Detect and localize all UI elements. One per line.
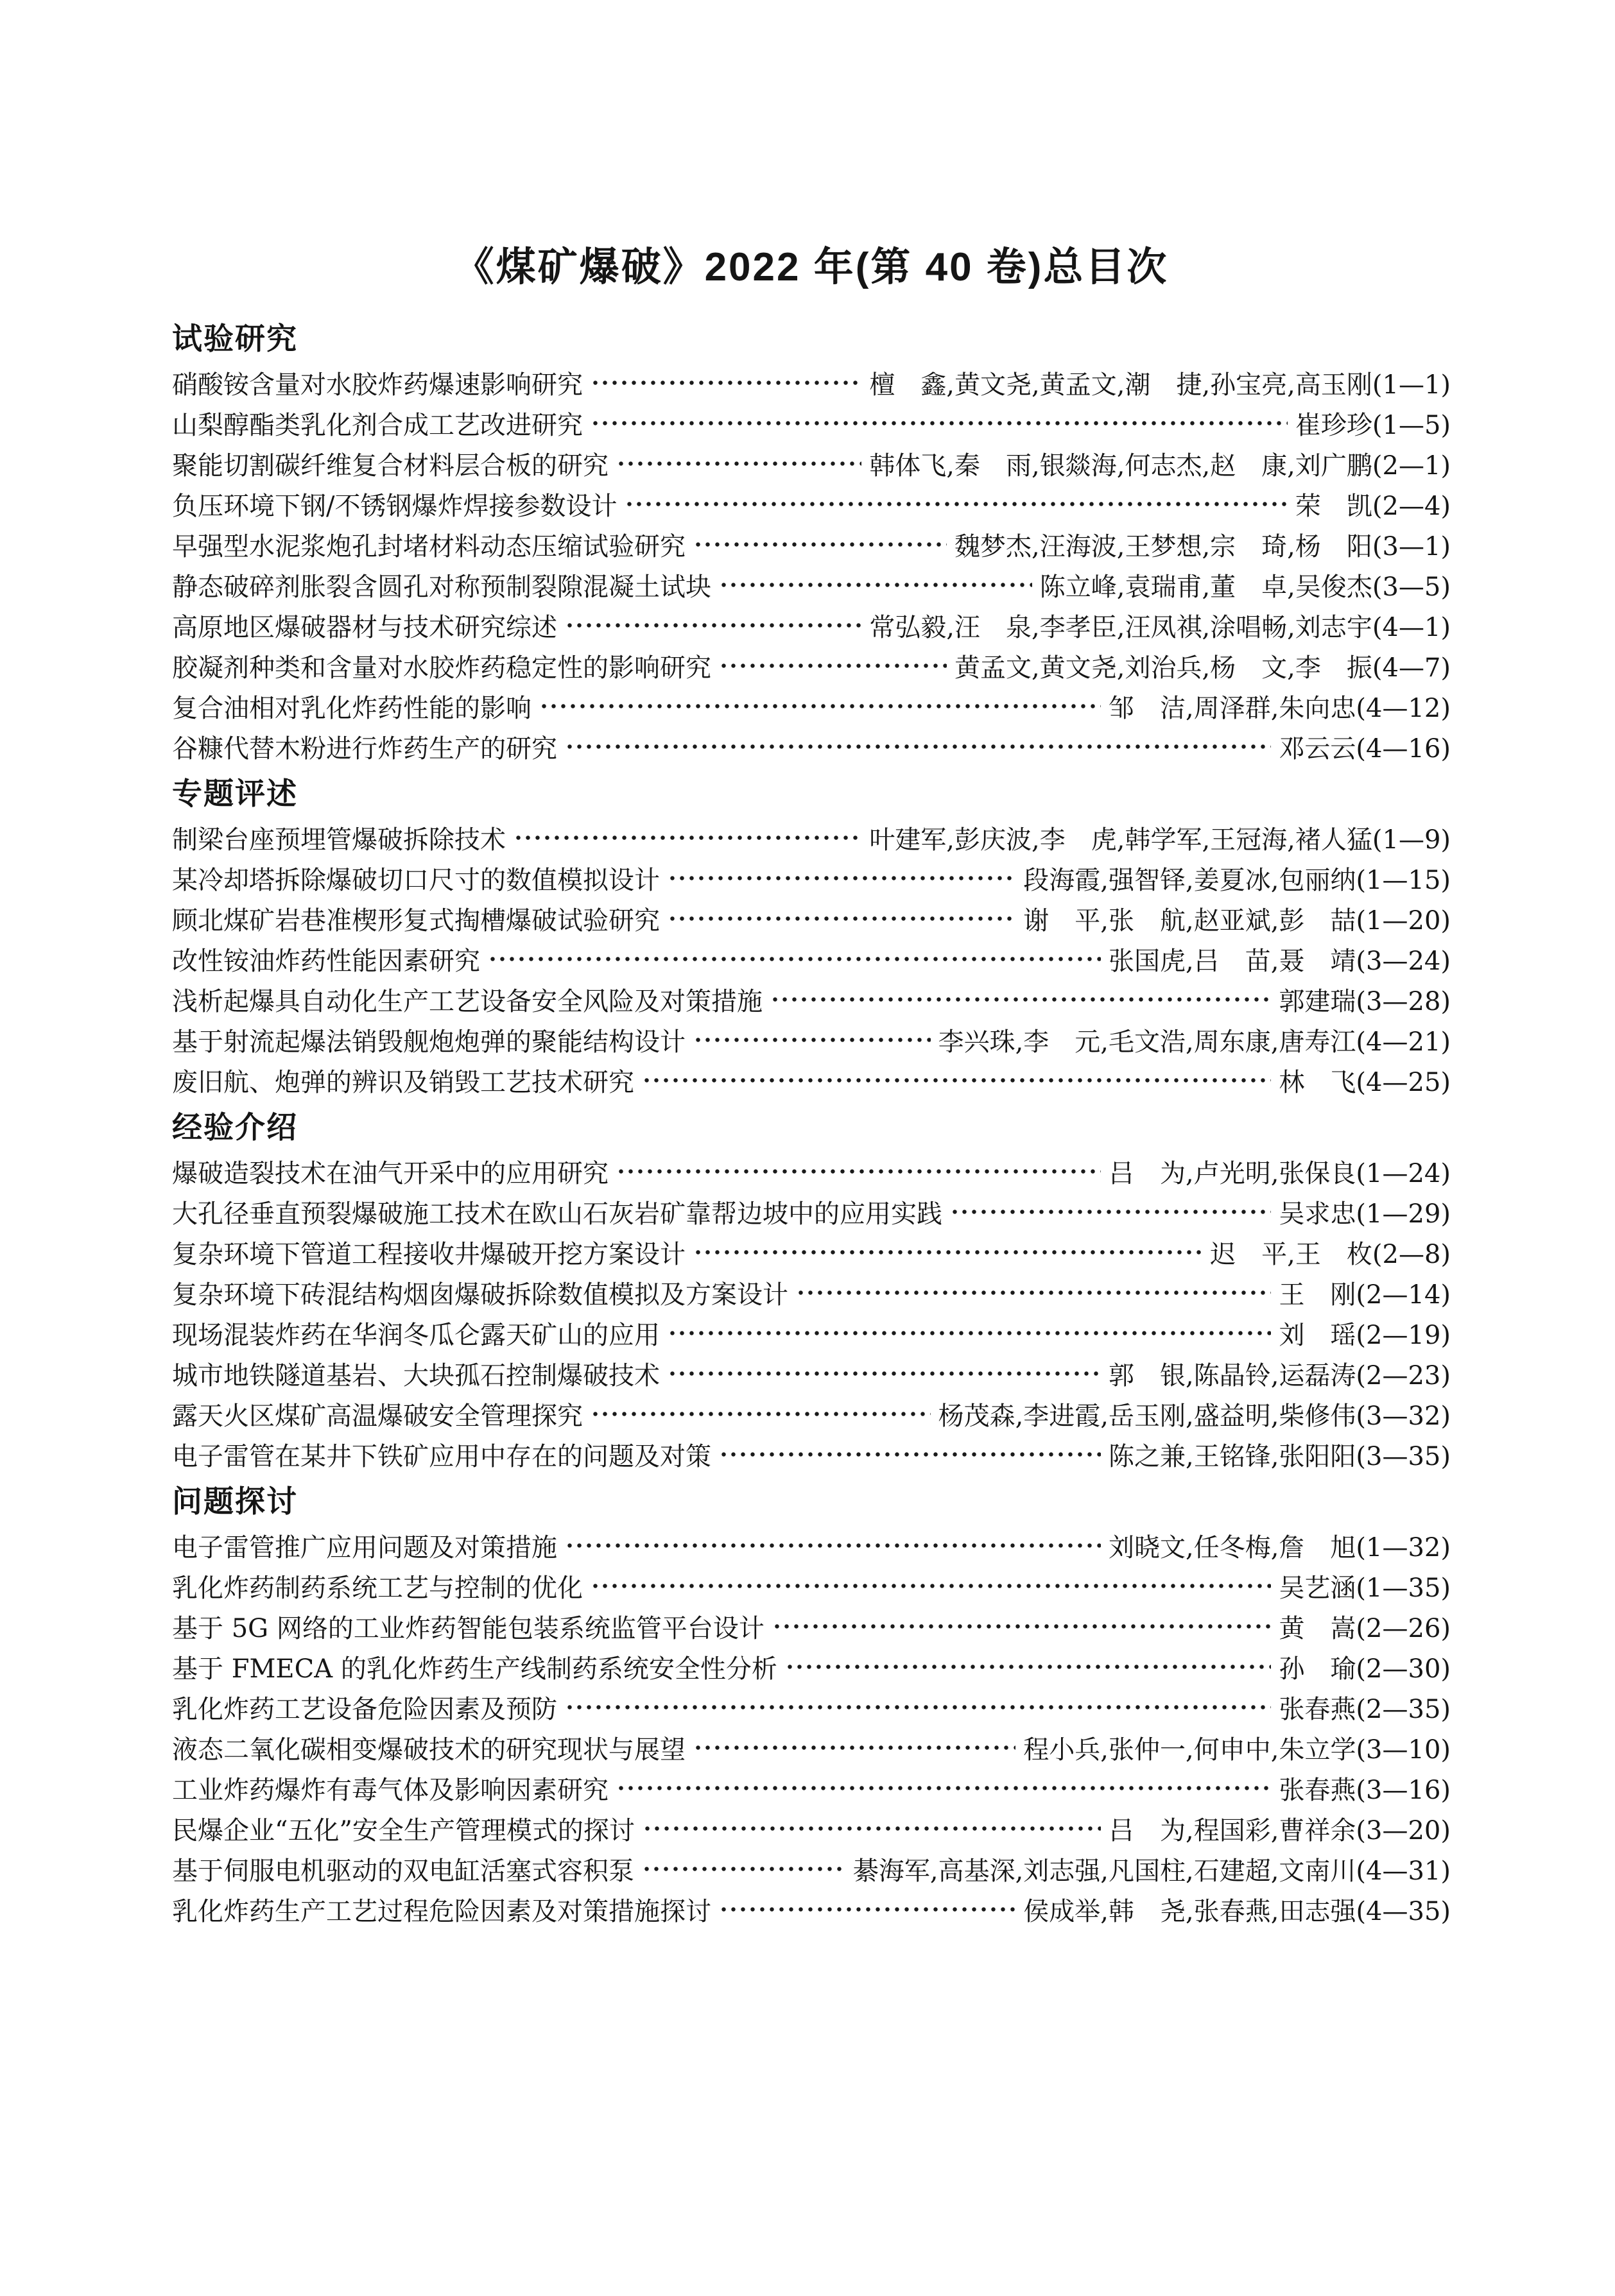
toc-entry xyxy=(172,403,1451,443)
entry-authors: 吕 为,程国彩,曹祥余(3—20) xyxy=(1109,1816,1451,1846)
leader-dots xyxy=(668,1313,1271,1353)
toc-entry xyxy=(172,605,1451,646)
leader-dots xyxy=(642,1849,845,1889)
entry-authors: 吴求忠(1—29) xyxy=(1279,1199,1451,1229)
entry-title: 乳化炸药生产工艺过程危险因素及对策措施探讨 xyxy=(172,1897,711,1926)
toc-entry xyxy=(172,1808,1451,1849)
leader-dots xyxy=(693,1232,1202,1272)
entry-authors: 常弘毅,汪 泉,李孝臣,汪凤祺,涂唱畅,刘志宇(4—1) xyxy=(869,613,1451,642)
toc-entry xyxy=(172,1060,1451,1101)
entry-authors: 魏梦杰,汪海波,王梦想,宗 琦,杨 阳(3—1) xyxy=(954,532,1451,561)
entry-authors: 孙 瑜(2—30) xyxy=(1279,1654,1451,1684)
entry-title: 工业炸药爆炸有毒气体及影响因素研究 xyxy=(172,1776,609,1805)
toc-entry xyxy=(172,1272,1451,1313)
toc-entry xyxy=(172,939,1451,979)
entry-title: 高原地区爆破器材与技术研究综述 xyxy=(172,613,557,642)
entry-authors: 陈立峰,袁瑞甫,董 卓,吴俊杰(3—5) xyxy=(1039,572,1451,602)
entry-title: 电子雷管在某井下铁矿应用中存在的问题及对策 xyxy=(172,1442,711,1471)
entry-title: 复杂环境下砖混结构烟囱爆破拆除数值模拟及方案设计 xyxy=(172,1280,788,1310)
entry-title: 胶凝剂种类和含量对水胶炸药稳定性的影响研究 xyxy=(172,653,711,683)
entry-title: 早强型水泥浆炮孔封堵材料动态压缩试验研究 xyxy=(172,532,686,561)
toc-entry xyxy=(172,818,1451,858)
entry-authors: 叶建军,彭庆波,李 虎,韩学军,王冠海,褚人猛(1—9) xyxy=(869,825,1451,855)
leader-dots xyxy=(719,1434,1101,1475)
entry-authors: 刘晓文,任冬梅,詹 旭(1—32) xyxy=(1109,1533,1451,1563)
leader-dots xyxy=(565,605,861,646)
entry-authors: 迟 平,王 枚(2—8) xyxy=(1210,1240,1451,1269)
entry-title: 基于 5G 网络的工业炸药智能包装系统监管平台设计 xyxy=(172,1614,764,1643)
toc-entry xyxy=(172,1647,1451,1687)
entry-authors: 张春燕(2—35) xyxy=(1279,1695,1451,1724)
toc-entry xyxy=(172,726,1451,767)
entry-authors: 张春燕(3—16) xyxy=(1279,1776,1451,1805)
entry-authors: 程小兵,张仲一,何申中,朱立学(3—10) xyxy=(1023,1735,1451,1765)
leader-dots xyxy=(514,818,861,858)
toc-entry xyxy=(172,1525,1451,1566)
leader-dots xyxy=(616,443,861,484)
entry-authors: 杨茂森,李进霞,岳玉刚,盛益明,柴修伟(3—32) xyxy=(938,1401,1451,1431)
leader-dots xyxy=(642,1060,1271,1101)
section-heading: 经验介绍 xyxy=(172,1110,298,1144)
leader-dots xyxy=(591,1566,1271,1606)
toc-entry xyxy=(172,1687,1451,1727)
leader-dots xyxy=(591,363,861,403)
toc-entry xyxy=(172,979,1451,1020)
toc-entry xyxy=(172,1566,1451,1606)
toc-entry xyxy=(172,1192,1451,1232)
entry-authors: 黄孟文,黄文尧,刘治兵,杨 文,李 振(4—7) xyxy=(954,653,1451,683)
leader-dots xyxy=(693,524,947,565)
entry-title: 负压环境下钢/不锈钢爆炸焊接参数设计 xyxy=(172,492,618,521)
entry-authors: 郭 银,陈晶铃,运磊涛(2—23) xyxy=(1109,1361,1451,1391)
entry-title: 爆破造裂技术在油气开采中的应用研究 xyxy=(172,1159,609,1188)
toc-entry xyxy=(172,686,1451,726)
leader-dots xyxy=(625,484,1287,524)
toc-entry xyxy=(172,1889,1451,1930)
leader-dots xyxy=(796,1272,1271,1313)
entry-title: 城市地铁隧道基岩、大块孤石控制爆破技术 xyxy=(172,1361,660,1391)
leader-dots xyxy=(668,858,1015,898)
entry-title: 某冷却塔拆除爆破切口尺寸的数值模拟设计 xyxy=(172,866,660,895)
toc-entry xyxy=(172,484,1451,524)
leader-dots xyxy=(693,1727,1015,1768)
entry-authors: 王 刚(2—14) xyxy=(1279,1280,1451,1310)
entry-authors: 刘 瑶(2—19) xyxy=(1279,1321,1451,1350)
leader-dots xyxy=(950,1192,1271,1232)
entry-title: 民爆企业“五化”安全生产管理模式的探讨 xyxy=(172,1816,635,1846)
entry-authors: 段海霞,强智铎,姜夏冰,包丽纳(1—15) xyxy=(1023,866,1451,895)
entry-title: 硝酸铵含量对水胶炸药爆速影响研究 xyxy=(172,370,583,400)
entry-authors: 荣 凯(2—4) xyxy=(1295,492,1451,521)
entry-title: 复杂环境下管道工程接收井爆破开挖方案设计 xyxy=(172,1240,686,1269)
toc-sections xyxy=(172,318,1451,1930)
entry-authors: 檀 鑫,黄文尧,黄孟文,潮 捷,孙宝亮,高玉刚(1—1) xyxy=(869,370,1451,400)
entry-title: 山梨醇酯类乳化剂合成工艺改进研究 xyxy=(172,411,583,440)
entry-title: 现场混装炸药在华润冬瓜仑露天矿山的应用 xyxy=(172,1321,660,1350)
entry-title: 谷糠代替木粉进行炸药生产的研究 xyxy=(172,734,557,764)
entry-title: 改性铵油炸药性能因素研究 xyxy=(172,947,480,976)
entry-authors: 郭建瑞(3—28) xyxy=(1279,987,1451,1016)
leader-dots xyxy=(719,646,947,686)
entry-title: 基于 FMECA 的乳化炸药生产线制药系统安全性分析 xyxy=(172,1654,777,1684)
toc-entry xyxy=(172,1849,1451,1889)
entry-title: 大孔径垂直预裂爆破施工技术在欧山石灰岩矿靠帮边坡中的应用实践 xyxy=(172,1199,942,1229)
section-heading: 专题评述 xyxy=(172,776,298,810)
toc-entry xyxy=(172,1020,1451,1060)
entry-title: 露天火区煤矿高温爆破安全管理探究 xyxy=(172,1401,583,1431)
leader-dots xyxy=(565,1687,1271,1727)
toc-entry xyxy=(172,565,1451,605)
entry-title: 复合油相对乳化炸药性能的影响 xyxy=(172,694,531,723)
toc-entry xyxy=(172,646,1451,686)
toc-entry xyxy=(172,1434,1451,1475)
entry-title: 制梁台座预埋管爆破拆除技术 xyxy=(172,825,506,855)
toc-entry xyxy=(172,524,1451,565)
leader-dots xyxy=(616,1151,1101,1192)
entry-title: 电子雷管推广应用问题及对策措施 xyxy=(172,1533,557,1563)
toc-content xyxy=(172,239,1451,1930)
entry-title: 浅析起爆具自动化生产工艺设备安全风险及对策措施 xyxy=(172,987,763,1016)
entry-authors: 黄 嵩(2—26) xyxy=(1279,1614,1451,1643)
leader-dots xyxy=(785,1647,1272,1687)
leader-dots xyxy=(591,403,1288,443)
entry-authors: 李兴珠,李 元,毛文浩,周东康,唐寿江(4—21) xyxy=(938,1027,1451,1057)
leader-dots xyxy=(488,939,1101,979)
entry-title: 乳化炸药工艺设备危险因素及预防 xyxy=(172,1695,557,1724)
toc-entry xyxy=(172,858,1451,898)
entry-authors: 侯成举,韩 尧,张春燕,田志强(4—35) xyxy=(1023,1897,1451,1926)
toc-entry xyxy=(172,1394,1451,1434)
entry-authors: 谢 平,张 航,赵亚斌,彭 喆(1—20) xyxy=(1023,906,1451,936)
leader-dots xyxy=(565,1525,1101,1566)
entry-authors: 吴艺涵(1—35) xyxy=(1279,1573,1451,1603)
leader-dots xyxy=(591,1394,931,1434)
leader-dots xyxy=(719,1889,1015,1930)
toc-entry xyxy=(172,1232,1451,1272)
entry-authors: 林 飞(4—25) xyxy=(1279,1068,1451,1097)
entry-title: 液态二氧化碳相变爆破技术的研究现状与展望 xyxy=(172,1735,686,1765)
toc-entry xyxy=(172,1727,1451,1768)
leader-dots xyxy=(668,1353,1101,1394)
toc-entry xyxy=(172,363,1451,403)
entry-authors: 邓云云(4—16) xyxy=(1279,734,1451,764)
entry-authors: 吕 为,卢光明,张保良(1—24) xyxy=(1109,1159,1451,1188)
entry-authors: 韩体飞,秦 雨,银燚海,何志杰,赵 康,刘广鹏(2—1) xyxy=(869,451,1451,481)
entry-authors: 崔珍珍(1—5) xyxy=(1295,411,1451,440)
leader-dots xyxy=(668,898,1015,939)
entry-title: 聚能切割碳纤维复合材料层合板的研究 xyxy=(172,451,609,481)
leader-dots xyxy=(719,565,1032,605)
toc-entry xyxy=(172,1606,1451,1647)
toc-entry xyxy=(172,1768,1451,1808)
entry-title: 废旧航、炮弹的辨识及销毁工艺技术研究 xyxy=(172,1068,634,1097)
leader-dots xyxy=(643,1808,1101,1849)
entry-authors: 陈之兼,王铭锋,张阳阳(3—35) xyxy=(1109,1442,1451,1471)
entry-title: 乳化炸药制药系统工艺与控制的优化 xyxy=(172,1573,583,1603)
section-heading: 试验研究 xyxy=(172,321,298,356)
section-heading: 问题探讨 xyxy=(172,1484,298,1518)
leader-dots xyxy=(539,686,1101,726)
leader-dots xyxy=(693,1020,931,1060)
toc-entry xyxy=(172,898,1451,939)
toc-entry xyxy=(172,1313,1451,1353)
entry-authors: 綦海军,高基深,刘志强,凡国柱,石建超,文南川(4—31) xyxy=(852,1856,1451,1886)
toc-entry xyxy=(172,1151,1451,1192)
leader-dots xyxy=(772,1606,1272,1647)
entry-title: 基于伺服电机驱动的双电缸活塞式容积泵 xyxy=(172,1856,634,1886)
toc-entry xyxy=(172,443,1451,484)
entry-authors: 邹 洁,周泽群,朱向忠(4—12) xyxy=(1109,694,1451,723)
entry-title: 基于射流起爆法销毁舰炮炮弹的聚能结构设计 xyxy=(172,1027,686,1057)
leader-dots xyxy=(565,726,1271,767)
entry-title: 静态破碎剂胀裂含圆孔对称预制裂隙混凝土试块 xyxy=(172,572,711,602)
leader-dots xyxy=(770,979,1271,1020)
page-title: 《煤矿爆破》2022 年(第 40 卷)总目次 xyxy=(454,245,1169,289)
entry-authors: 张国虎,吕 苗,聂 靖(3—24) xyxy=(1109,947,1451,976)
toc-entry xyxy=(172,1353,1451,1394)
leader-dots xyxy=(616,1768,1271,1808)
entry-title: 顾北煤矿岩巷准楔形复式掏槽爆破试验研究 xyxy=(172,906,660,936)
